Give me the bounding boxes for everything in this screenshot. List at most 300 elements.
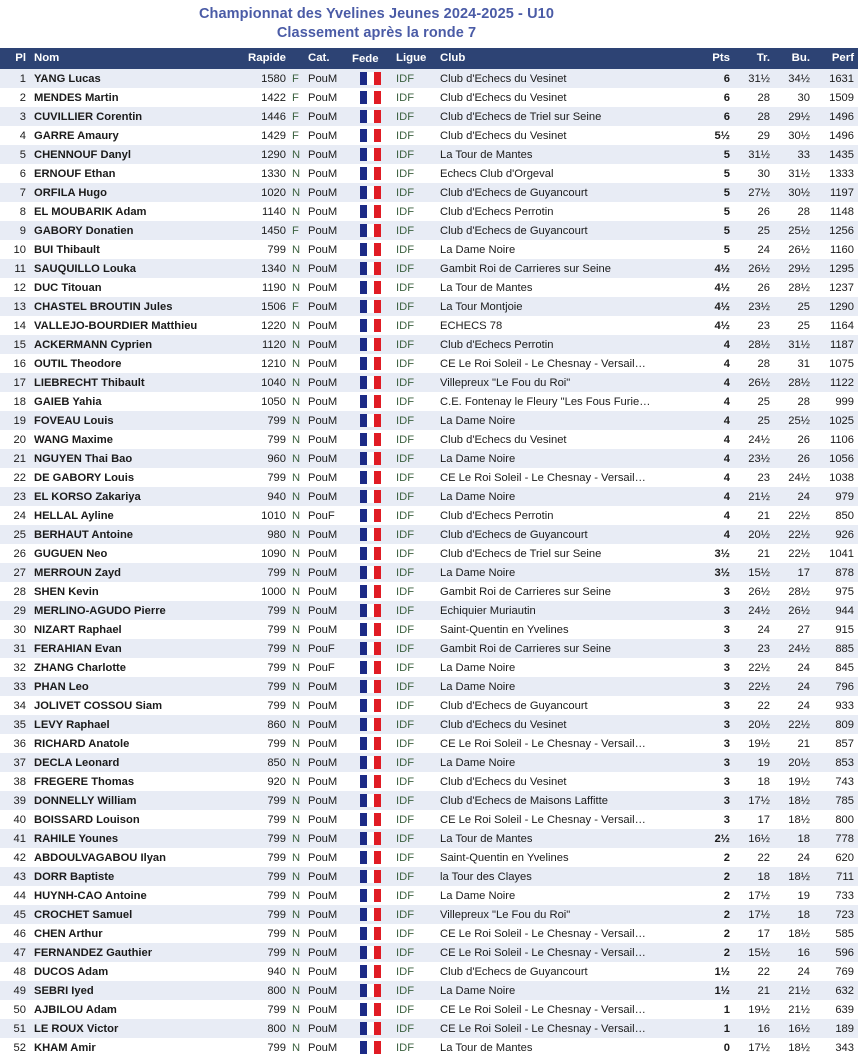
cell-club: Echiquier Muriautin bbox=[436, 601, 696, 620]
cell-bu: 26½ bbox=[774, 601, 814, 620]
cell-tr: 28 bbox=[734, 354, 774, 373]
table-row[interactable] bbox=[0, 601, 858, 620]
cell-points: 4 bbox=[696, 468, 734, 487]
table-row[interactable] bbox=[0, 962, 858, 981]
cell-club: Club d'Echecs de Guyancourt bbox=[436, 696, 696, 715]
cell-elo-type: N bbox=[290, 1019, 304, 1038]
cell-points: 3 bbox=[696, 734, 734, 753]
cell-place: 48 bbox=[0, 962, 30, 981]
table-row[interactable] bbox=[0, 88, 858, 107]
cell-ligue: IDF bbox=[392, 145, 436, 164]
cell-points: 3 bbox=[696, 810, 734, 829]
table-row[interactable] bbox=[0, 316, 858, 335]
cell-ligue: IDF bbox=[392, 297, 436, 316]
table-row[interactable] bbox=[0, 772, 858, 791]
cell-bu: 21½ bbox=[774, 1000, 814, 1019]
cell-place: 29 bbox=[0, 601, 30, 620]
cell-name[interactable]: OUTIL Theodore bbox=[30, 354, 230, 373]
cell-place: 4 bbox=[0, 126, 30, 145]
table-row[interactable] bbox=[0, 449, 858, 468]
table-row[interactable] bbox=[0, 145, 858, 164]
cell-category: PouM bbox=[304, 1019, 348, 1038]
cell-bu: 24 bbox=[774, 658, 814, 677]
cell-federation bbox=[348, 411, 392, 430]
cell-name[interactable]: MERLINO-AGUDO Pierre bbox=[30, 601, 230, 620]
cell-name[interactable]: MENDES Martin bbox=[30, 88, 230, 107]
cell-ligue: IDF bbox=[392, 88, 436, 107]
cell-ligue: IDF bbox=[392, 525, 436, 544]
cell-name[interactable]: PHAN Leo bbox=[30, 677, 230, 696]
table-row[interactable] bbox=[0, 221, 858, 240]
cell-rapide: 1290 bbox=[230, 145, 290, 164]
cell-elo-type: N bbox=[290, 202, 304, 221]
french-flag-icon bbox=[360, 528, 381, 541]
cell-ligue: IDF bbox=[392, 411, 436, 430]
french-flag-icon bbox=[360, 585, 381, 598]
cell-federation bbox=[348, 810, 392, 829]
cell-rapide: 1050 bbox=[230, 392, 290, 411]
cell-club: La Tour de Mantes bbox=[436, 278, 696, 297]
table-row[interactable] bbox=[0, 430, 858, 449]
cell-tr: 24½ bbox=[734, 430, 774, 449]
column-header-nom[interactable]: Nom bbox=[30, 48, 230, 69]
cell-name[interactable]: EL KORSO Zakariya bbox=[30, 487, 230, 506]
french-flag-icon bbox=[360, 186, 381, 199]
cell-name[interactable]: GARRE Amaury bbox=[30, 126, 230, 145]
cell-perf: 1435 bbox=[814, 145, 858, 164]
cell-club: Villepreux "Le Fou du Roi" bbox=[436, 905, 696, 924]
cell-name[interactable]: CHEN Arthur bbox=[30, 924, 230, 943]
cell-name[interactable]: DUC Titouan bbox=[30, 278, 230, 297]
column-header-rapide[interactable]: Rapide bbox=[230, 48, 290, 69]
cell-perf: 1164 bbox=[814, 316, 858, 335]
cell-federation bbox=[348, 734, 392, 753]
cell-name[interactable]: BERHAUT Antoine bbox=[30, 525, 230, 544]
cell-club: la Tour des Clayes bbox=[436, 867, 696, 886]
table-row[interactable] bbox=[0, 126, 858, 145]
cell-points: 4 bbox=[696, 430, 734, 449]
cell-club: Gambit Roi de Carrieres sur Seine bbox=[436, 582, 696, 601]
cell-place: 35 bbox=[0, 715, 30, 734]
cell-elo-type: N bbox=[290, 164, 304, 183]
table-row[interactable] bbox=[0, 696, 858, 715]
french-flag-icon bbox=[360, 167, 381, 180]
table-row[interactable] bbox=[0, 354, 858, 373]
cell-perf: 769 bbox=[814, 962, 858, 981]
cell-federation bbox=[348, 278, 392, 297]
cell-name[interactable]: GAIEB Yahia bbox=[30, 392, 230, 411]
cell-tr: 21 bbox=[734, 544, 774, 563]
cell-category: PouM bbox=[304, 829, 348, 848]
table-row[interactable] bbox=[0, 981, 858, 1000]
cell-rapide: 799 bbox=[230, 734, 290, 753]
cell-club: La Dame Noire bbox=[436, 449, 696, 468]
cell-club: ECHECS 78 bbox=[436, 316, 696, 335]
cell-perf: 926 bbox=[814, 525, 858, 544]
table-row[interactable] bbox=[0, 392, 858, 411]
table-row[interactable] bbox=[0, 544, 858, 563]
cell-name[interactable]: HUYNH-CAO Antoine bbox=[30, 886, 230, 905]
cell-name[interactable]: ACKERMANN Cyprien bbox=[30, 335, 230, 354]
cell-bu: 28 bbox=[774, 392, 814, 411]
cell-bu: 29½ bbox=[774, 259, 814, 278]
cell-rapide: 1422 bbox=[230, 88, 290, 107]
cell-category: PouM bbox=[304, 468, 348, 487]
table-row[interactable] bbox=[0, 278, 858, 297]
cell-category: PouF bbox=[304, 658, 348, 677]
cell-category: PouM bbox=[304, 259, 348, 278]
cell-place: 23 bbox=[0, 487, 30, 506]
cell-club: Club d'Echecs du Vesinet bbox=[436, 772, 696, 791]
cell-federation bbox=[348, 449, 392, 468]
cell-name[interactable]: CUVILLIER Corentin bbox=[30, 107, 230, 126]
table-row[interactable] bbox=[0, 658, 858, 677]
cell-tr: 28½ bbox=[734, 335, 774, 354]
table-row[interactable] bbox=[0, 867, 858, 886]
cell-ligue: IDF bbox=[392, 886, 436, 905]
cell-category: PouM bbox=[304, 544, 348, 563]
cell-tr: 22 bbox=[734, 848, 774, 867]
cell-name[interactable]: GUGUEN Neo bbox=[30, 544, 230, 563]
table-row[interactable] bbox=[0, 373, 858, 392]
cell-ligue: IDF bbox=[392, 107, 436, 126]
table-row[interactable] bbox=[0, 335, 858, 354]
cell-tr: 31½ bbox=[734, 145, 774, 164]
table-row[interactable] bbox=[0, 468, 858, 487]
cell-points: 3 bbox=[696, 582, 734, 601]
cell-points: 4 bbox=[696, 449, 734, 468]
cell-name[interactable]: RICHARD Anatole bbox=[30, 734, 230, 753]
cell-rapide: 799 bbox=[230, 810, 290, 829]
cell-tr: 17½ bbox=[734, 1038, 774, 1057]
table-row[interactable] bbox=[0, 69, 858, 88]
cell-perf: 1496 bbox=[814, 126, 858, 145]
table-row[interactable] bbox=[0, 297, 858, 316]
french-flag-icon bbox=[360, 319, 381, 332]
cell-name[interactable]: VALLEJO-BOURDIER Matthieu bbox=[30, 316, 230, 335]
cell-name[interactable]: DONNELLY William bbox=[30, 791, 230, 810]
standings-table bbox=[0, 48, 858, 1057]
table-row[interactable] bbox=[0, 202, 858, 221]
french-flag-icon bbox=[360, 1022, 381, 1035]
cell-elo-type: N bbox=[290, 601, 304, 620]
cell-place: 15 bbox=[0, 335, 30, 354]
cell-name[interactable]: HELLAL Ayline bbox=[30, 506, 230, 525]
cell-federation bbox=[348, 316, 392, 335]
cell-rapide: 1506 bbox=[230, 297, 290, 316]
cell-bu: 26 bbox=[774, 430, 814, 449]
table-row[interactable] bbox=[0, 639, 858, 658]
table-row[interactable] bbox=[0, 848, 858, 867]
table-row[interactable] bbox=[0, 791, 858, 810]
table-row[interactable] bbox=[0, 487, 858, 506]
cell-club: C.E. Fontenay le Fleury "Les Fous Furie… bbox=[436, 392, 696, 411]
cell-name[interactable]: SHEN Kevin bbox=[30, 582, 230, 601]
cell-federation bbox=[348, 525, 392, 544]
cell-place: 25 bbox=[0, 525, 30, 544]
cell-tr: 26½ bbox=[734, 259, 774, 278]
cell-federation bbox=[348, 259, 392, 278]
cell-federation bbox=[348, 696, 392, 715]
table-row[interactable] bbox=[0, 240, 858, 259]
table-row[interactable] bbox=[0, 924, 858, 943]
cell-federation bbox=[348, 145, 392, 164]
table-row[interactable] bbox=[0, 411, 858, 430]
cell-place: 31 bbox=[0, 639, 30, 658]
french-flag-icon bbox=[360, 908, 381, 921]
cell-name[interactable]: FOVEAU Louis bbox=[30, 411, 230, 430]
cell-club: La Dame Noire bbox=[436, 563, 696, 582]
cell-federation bbox=[348, 677, 392, 696]
column-header-club[interactable]: Club bbox=[436, 48, 696, 69]
cell-rapide: 799 bbox=[230, 620, 290, 639]
cell-club: Club d'Echecs du Vesinet bbox=[436, 88, 696, 107]
cell-perf: 878 bbox=[814, 563, 858, 582]
cell-place: 5 bbox=[0, 145, 30, 164]
cell-category: PouM bbox=[304, 886, 348, 905]
cell-ligue: IDF bbox=[392, 335, 436, 354]
french-flag-icon bbox=[360, 205, 381, 218]
cell-name[interactable]: DE GABORY Louis bbox=[30, 468, 230, 487]
cell-perf: 1075 bbox=[814, 354, 858, 373]
round-subtitle: Classement après la ronde 7 bbox=[276, 25, 477, 41]
cell-name[interactable]: DORR Baptiste bbox=[30, 867, 230, 886]
cell-ligue: IDF bbox=[392, 734, 436, 753]
cell-category: PouM bbox=[304, 943, 348, 962]
table-row[interactable] bbox=[0, 582, 858, 601]
cell-name[interactable]: WANG Maxime bbox=[30, 430, 230, 449]
cell-points: 4½ bbox=[696, 297, 734, 316]
cell-perf: 933 bbox=[814, 696, 858, 715]
table-row[interactable] bbox=[0, 107, 858, 126]
cell-perf: 845 bbox=[814, 658, 858, 677]
table-row[interactable] bbox=[0, 829, 858, 848]
table-row[interactable] bbox=[0, 905, 858, 924]
cell-elo-type: N bbox=[290, 1000, 304, 1019]
cell-name[interactable]: FREGERE Thomas bbox=[30, 772, 230, 791]
cell-name[interactable]: NIZART Raphael bbox=[30, 620, 230, 639]
french-flag-icon bbox=[360, 1003, 381, 1016]
column-header-fede[interactable]: Fede bbox=[348, 48, 392, 69]
french-flag-icon bbox=[360, 300, 381, 313]
cell-name[interactable]: KHAM Amir bbox=[30, 1038, 230, 1057]
cell-points: 4 bbox=[696, 525, 734, 544]
cell-club: Club d'Echecs Perrotin bbox=[436, 506, 696, 525]
cell-rapide: 799 bbox=[230, 696, 290, 715]
cell-ligue: IDF bbox=[392, 221, 436, 240]
cell-rapide: 799 bbox=[230, 1038, 290, 1057]
cell-rapide: 960 bbox=[230, 449, 290, 468]
table-row[interactable] bbox=[0, 886, 858, 905]
cell-name[interactable]: ERNOUF Ethan bbox=[30, 164, 230, 183]
cell-points: 5 bbox=[696, 164, 734, 183]
cell-tr: 25 bbox=[734, 392, 774, 411]
cell-points: 4½ bbox=[696, 316, 734, 335]
cell-name[interactable]: LEVY Raphael bbox=[30, 715, 230, 734]
cell-ligue: IDF bbox=[392, 924, 436, 943]
cell-ligue: IDF bbox=[392, 601, 436, 620]
cell-name[interactable]: ZHANG Charlotte bbox=[30, 658, 230, 677]
cell-club: Villepreux "Le Fou du Roi" bbox=[436, 373, 696, 392]
cell-name[interactable]: FERNANDEZ Gauthier bbox=[30, 943, 230, 962]
table-row[interactable] bbox=[0, 1000, 858, 1019]
cell-perf: 1197 bbox=[814, 183, 858, 202]
cell-name[interactable]: RAHILE Younes bbox=[30, 829, 230, 848]
cell-name[interactable]: GABORY Donatien bbox=[30, 221, 230, 240]
cell-bu: 28½ bbox=[774, 373, 814, 392]
cell-name[interactable]: MERROUN Zayd bbox=[30, 563, 230, 582]
cell-federation bbox=[348, 924, 392, 943]
cell-perf: 189 bbox=[814, 1019, 858, 1038]
column-header-cat[interactable]: Cat. bbox=[304, 48, 348, 69]
cell-name[interactable]: FERAHIAN Evan bbox=[30, 639, 230, 658]
cell-elo-type: N bbox=[290, 677, 304, 696]
cell-name[interactable]: BOISSARD Louison bbox=[30, 810, 230, 829]
cell-club: La Dame Noire bbox=[436, 981, 696, 1000]
cell-name[interactable]: ABDOULVAGABOU Ilyan bbox=[30, 848, 230, 867]
table-row[interactable] bbox=[0, 563, 858, 582]
cell-rapide: 799 bbox=[230, 468, 290, 487]
cell-perf: 999 bbox=[814, 392, 858, 411]
cell-place: 17 bbox=[0, 373, 30, 392]
cell-points: 2 bbox=[696, 924, 734, 943]
cell-club: CE Le Roi Soleil - Le Chesnay - Versail… bbox=[436, 1000, 696, 1019]
cell-rapide: 799 bbox=[230, 886, 290, 905]
table-row[interactable] bbox=[0, 259, 858, 278]
cell-points: 1½ bbox=[696, 962, 734, 981]
cell-elo-type: N bbox=[290, 582, 304, 601]
cell-elo-type: N bbox=[290, 658, 304, 677]
cell-club: Club d'Echecs du Vesinet bbox=[436, 69, 696, 88]
cell-points: 3½ bbox=[696, 544, 734, 563]
table-row[interactable] bbox=[0, 1019, 858, 1038]
column-header-pts[interactable]: Pts bbox=[696, 48, 734, 69]
cell-name[interactable]: CROCHET Samuel bbox=[30, 905, 230, 924]
column-header-pl[interactable]: Pl bbox=[0, 48, 30, 69]
cell-tr: 29 bbox=[734, 126, 774, 145]
cell-category: PouF bbox=[304, 506, 348, 525]
cell-name[interactable]: AJBILOU Adam bbox=[30, 1000, 230, 1019]
cell-federation bbox=[348, 164, 392, 183]
cell-ligue: IDF bbox=[392, 563, 436, 582]
cell-name[interactable]: DECLA Leonard bbox=[30, 753, 230, 772]
cell-bu: 18½ bbox=[774, 924, 814, 943]
cell-name[interactable]: LE ROUX Victor bbox=[30, 1019, 230, 1038]
cell-name[interactable]: CHASTEL BROUTIN Jules bbox=[30, 297, 230, 316]
cell-place: 39 bbox=[0, 791, 30, 810]
french-flag-icon bbox=[360, 1041, 381, 1054]
french-flag-icon bbox=[360, 395, 381, 408]
cell-name[interactable]: LIEBRECHT Thibault bbox=[30, 373, 230, 392]
cell-points: 5½ bbox=[696, 126, 734, 145]
cell-rapide: 799 bbox=[230, 411, 290, 430]
table-row[interactable] bbox=[0, 677, 858, 696]
table-row[interactable] bbox=[0, 525, 858, 544]
table-row[interactable] bbox=[0, 1038, 858, 1057]
cell-ligue: IDF bbox=[392, 677, 436, 696]
cell-points: 1 bbox=[696, 1019, 734, 1038]
table-row[interactable] bbox=[0, 715, 858, 734]
cell-club: La Dame Noire bbox=[436, 677, 696, 696]
cell-name[interactable]: SEBRI Iyed bbox=[30, 981, 230, 1000]
cell-bu: 24 bbox=[774, 848, 814, 867]
table-row[interactable] bbox=[0, 753, 858, 772]
cell-tr: 24 bbox=[734, 240, 774, 259]
cell-place: 52 bbox=[0, 1038, 30, 1057]
table-row[interactable] bbox=[0, 183, 858, 202]
cell-name[interactable]: JOLIVET COSSOU Siam bbox=[30, 696, 230, 715]
cell-tr: 27½ bbox=[734, 183, 774, 202]
cell-place: 38 bbox=[0, 772, 30, 791]
cell-points: 3 bbox=[696, 772, 734, 791]
cell-perf: 944 bbox=[814, 601, 858, 620]
cell-place: 3 bbox=[0, 107, 30, 126]
table-row[interactable] bbox=[0, 810, 858, 829]
column-header-bu[interactable]: Bu. bbox=[774, 48, 814, 69]
cell-ligue: IDF bbox=[392, 639, 436, 658]
french-flag-icon bbox=[360, 338, 381, 351]
cell-tr: 21 bbox=[734, 506, 774, 525]
cell-place: 7 bbox=[0, 183, 30, 202]
cell-points: 4 bbox=[696, 487, 734, 506]
cell-points: 6 bbox=[696, 69, 734, 88]
cell-ligue: IDF bbox=[392, 1019, 436, 1038]
cell-perf: 1631 bbox=[814, 69, 858, 88]
cell-name[interactable]: CHENNOUF Danyl bbox=[30, 145, 230, 164]
cell-ligue: IDF bbox=[392, 487, 436, 506]
cell-rapide: 799 bbox=[230, 924, 290, 943]
cell-bu: 18½ bbox=[774, 810, 814, 829]
cell-name[interactable]: NGUYEN Thai Bao bbox=[30, 449, 230, 468]
cell-place: 50 bbox=[0, 1000, 30, 1019]
cell-points: 3 bbox=[696, 753, 734, 772]
column-header-perf[interactable]: Perf bbox=[814, 48, 858, 69]
cell-tr: 23½ bbox=[734, 449, 774, 468]
table-row[interactable] bbox=[0, 943, 858, 962]
cell-tr: 23½ bbox=[734, 297, 774, 316]
table-row[interactable] bbox=[0, 734, 858, 753]
cell-name[interactable]: BUI Thibault bbox=[30, 240, 230, 259]
french-flag-icon bbox=[360, 832, 381, 845]
cell-perf: 915 bbox=[814, 620, 858, 639]
cell-name[interactable]: ORFILA Hugo bbox=[30, 183, 230, 202]
cell-points: 3 bbox=[696, 791, 734, 810]
cell-bu: 22½ bbox=[774, 506, 814, 525]
cell-club: Echecs Club d'Orgeval bbox=[436, 164, 696, 183]
cell-name[interactable]: DUCOS Adam bbox=[30, 962, 230, 981]
cell-rapide: 980 bbox=[230, 525, 290, 544]
table-row[interactable] bbox=[0, 506, 858, 525]
column-header-tr[interactable]: Tr. bbox=[734, 48, 774, 69]
cell-federation bbox=[348, 772, 392, 791]
cell-category: PouM bbox=[304, 316, 348, 335]
cell-perf: 1160 bbox=[814, 240, 858, 259]
cell-name[interactable]: SAUQUILLO Louka bbox=[30, 259, 230, 278]
cell-place: 43 bbox=[0, 867, 30, 886]
table-row[interactable] bbox=[0, 620, 858, 639]
cell-rapide: 1429 bbox=[230, 126, 290, 145]
cell-category: PouM bbox=[304, 449, 348, 468]
cell-federation bbox=[348, 715, 392, 734]
cell-rapide: 799 bbox=[230, 677, 290, 696]
cell-federation bbox=[348, 107, 392, 126]
column-header-ligue[interactable]: Ligue bbox=[392, 48, 436, 69]
cell-elo-type: N bbox=[290, 525, 304, 544]
cell-name[interactable]: YANG Lucas bbox=[30, 69, 230, 88]
cell-ligue: IDF bbox=[392, 810, 436, 829]
table-row[interactable] bbox=[0, 164, 858, 183]
cell-name[interactable]: EL MOUBARIK Adam bbox=[30, 202, 230, 221]
